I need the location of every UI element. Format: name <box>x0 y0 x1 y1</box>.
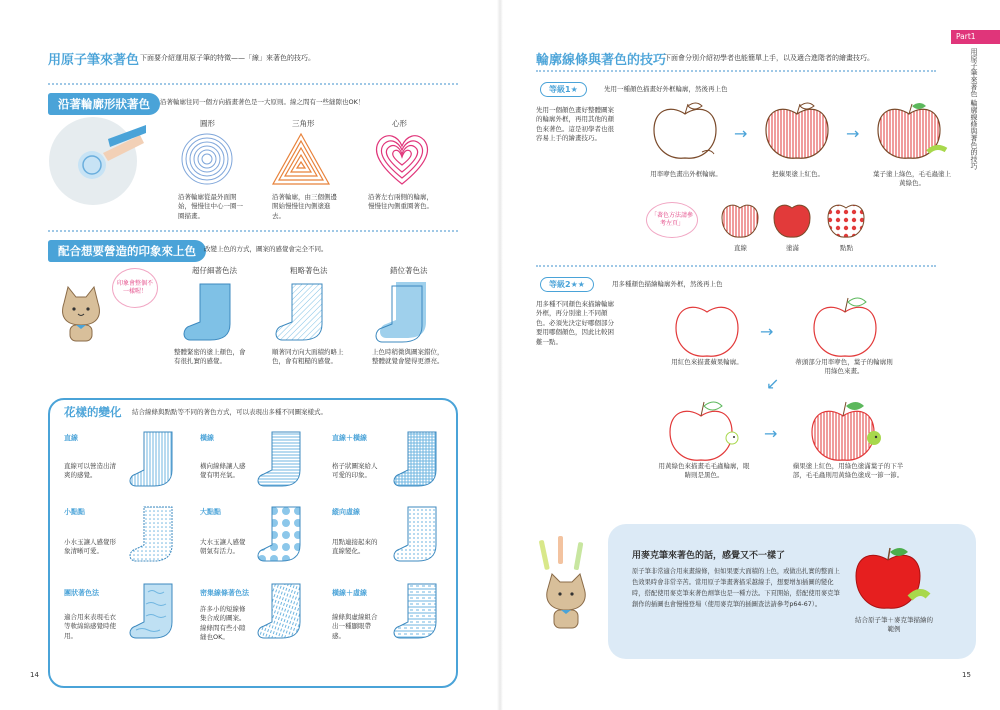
style-desc-offset: 上色時稍微與圖案錯位，整體就覺會變得更漂亮。 <box>372 348 444 366</box>
page-title: 輪廓線條與著色的技巧 <box>536 53 667 68</box>
section-desc: 沿著輪廓往同一個方向描畫著色是一大原則。線之間有一些縫隙也OK！ <box>160 98 365 106</box>
level2-label: 用多種顏色描繪輪廓外框，然後再上色 <box>612 280 723 288</box>
level2-caption-4: 蘋果塗上紅色，用綠色塗滿葉子的下半部，毛毛蟲則用黃綠色塗成一節一節。 <box>792 462 904 480</box>
style-label-offset: 錯位著色法 <box>390 266 428 275</box>
sock-vertical-lines <box>128 430 182 490</box>
level2-desc: 用多種不同顏色來描繪輪廓外框，再分別塗上不同顏色。必須先決定好哪個部分要用哪個顏色，因此比較困難一點。 <box>536 300 614 346</box>
style-desc-fine: 整體緊密的塗上顏色，會有很扎實的感覺。 <box>174 348 246 366</box>
shape-desc-circle: 沿著輪廓從最外面開始，慢慢往中心一圈一圈描畫。 <box>178 193 243 220</box>
tip-body: 原子筆非常適合用來畫線條，但如果要大面積的上色，或做出扎實的整面上色效果時會非常辛苦。當用原子筆畫著描采越線手，想要增加插圖的變化時，搭配使用麥克筆來著色劑筆也是一種方法。下頁開始，搭配使用麥克筆創作的插圖也會慢慢登場（使用麥克筆的插圖查法請參考p64-67）。 <box>632 568 840 609</box>
shape-desc-triangle: 沿著輪廓，由三個側邊開始慢慢往內側塗進去。 <box>272 193 337 220</box>
heart-drawing <box>372 132 432 186</box>
pattern-label-dense: 密集線條著色法 <box>200 589 249 597</box>
sock-horizontal-lines <box>256 430 310 490</box>
pattern-label-dashed: 縱向虛線 <box>332 508 360 516</box>
panel-desc: 結合線條與點點等不同的著色方式，可以表現出多種不同圖案樣式。 <box>132 408 327 416</box>
section-label-contour: 沿著輪廓形狀著色 <box>48 93 160 115</box>
level1-caption-1: 用率咿色畫出外框輪廓。 <box>650 170 722 178</box>
shape-desc-heart: 沿著左右兩側的輪廓，慢慢往內側重圈著色。 <box>368 193 433 211</box>
apple-outline <box>650 100 720 164</box>
pattern-label-big-dots: 大點點 <box>200 508 221 516</box>
circle-drawing <box>180 132 234 186</box>
tip-image-caption: 結合原子筆＋麥克筆描繪的範例 <box>855 616 933 634</box>
pattern-label-horizontal-dashed: 橫線＋虛線 <box>332 589 367 597</box>
level1-desc: 先用一個顏色畫好整體圖案的輪廓外框，再用其他的顏色來著色。這是初學者也很容易上手的繪畫技巧。 <box>536 106 614 143</box>
level1-badge: 等級1★ <box>540 82 587 97</box>
pattern-desc-vertical: 直線可以營造出清爽的感覺。 <box>64 462 116 480</box>
apple-variant-lines <box>720 200 760 240</box>
tip-title: 用麥克筆來著色的話，感覺又不一樣了 <box>632 551 786 561</box>
sock-clump <box>128 582 182 642</box>
pattern-desc-small-dots: 小水玉讓人感覺形象清晰可愛。 <box>64 538 116 556</box>
section-label-impression: 配合想要營造的印象來上色 <box>48 240 206 262</box>
page-number-right: 15 <box>962 671 971 679</box>
level2-caption-2: 蒂頭部分用率咿色，葉子的輪廓則用綠色來畫。 <box>795 358 893 376</box>
pattern-desc-dense: 許多小的短線條集合成的圖案。線條間有些小隙縫也OK。 <box>200 605 246 642</box>
level2-badge: 等級2★★ <box>540 277 594 292</box>
variant-label-lines: 直線 <box>734 244 747 252</box>
apple-marker-example <box>852 544 932 614</box>
sock-big-dots <box>256 505 310 565</box>
apple-red <box>762 100 832 164</box>
level1-caption-2: 把蘋果塗上紅色。 <box>772 170 824 178</box>
arrow-right: → <box>764 424 778 443</box>
sock-fine <box>180 280 244 344</box>
level2-caption-3: 用黃綠色來描畫毛毛蟲輪廓，眼睛則是黑色。 <box>658 462 750 480</box>
sock-dense-lines <box>256 582 310 642</box>
apple-caterpillar-finished <box>808 398 890 462</box>
divider <box>536 265 936 267</box>
level2-caption-1: 用紅色來描畫蘋果輪廓。 <box>671 358 743 366</box>
divider <box>48 83 458 85</box>
apple-stem-leaf <box>810 290 880 360</box>
apple-variant-dots <box>826 200 866 240</box>
level1-caption-3: 葉子塗上綠色，毛毛蟲塗上黃綠色。 <box>873 170 951 188</box>
style-label-fine: 超仔細著色法 <box>192 266 237 275</box>
apple-variant-fill <box>772 200 812 240</box>
shape-label-triangle: 三角形 <box>292 119 315 128</box>
cat-mascot <box>56 285 106 345</box>
sock-rough <box>272 280 336 344</box>
speech-bubble: 印象會整個不一樣喔！ <box>112 268 158 308</box>
sock-dashed <box>392 505 446 565</box>
section-desc: 改變上色的方式，圖案的感覺會完全不同。 <box>204 245 328 253</box>
sock-offset <box>372 280 436 344</box>
hand-drawing-photo <box>48 115 148 207</box>
page-intro: 下面要介紹運用原子筆的特徵——「線」來著色的技巧。 <box>140 54 315 62</box>
right-page <box>500 0 1000 710</box>
variant-label-fill: 塗滿 <box>786 244 799 252</box>
pattern-desc-horizontal: 橫向線條讓人感覺有明亮氣。 <box>200 462 246 480</box>
style-label-rough: 粗略著色法 <box>290 266 328 275</box>
reference-bubble: 「著色方法請參考左頁」 <box>646 202 698 238</box>
apple-caterpillar-outline <box>666 398 746 462</box>
sock-horizontal-dashed <box>392 582 446 642</box>
shape-label-circle: 圓形 <box>200 119 215 128</box>
page-title: 用原子筆來著色 <box>48 53 140 68</box>
pattern-desc-big-dots: 大水玉讓人感覺朝氣有活力。 <box>200 538 246 556</box>
side-running-text: 用原子筆來著色 輪廓線條與著色的技巧 <box>970 48 978 170</box>
arrow-right: → <box>734 124 748 143</box>
apple-red-outline <box>672 300 742 360</box>
divider <box>536 70 936 72</box>
pattern-label-small-dots: 小點點 <box>64 508 85 516</box>
pattern-desc-clump: 適合用來表現毛衣等軟綿綿感覺時使用。 <box>64 613 116 640</box>
pattern-label-clump: 團狀著色法 <box>64 589 99 597</box>
pattern-desc-dashed: 用點連接起來的直線變化。 <box>332 538 378 556</box>
triangle-drawing <box>271 132 331 186</box>
page-number-left: 14 <box>30 671 39 679</box>
panel-title: 花樣的變化 <box>60 404 126 420</box>
level1-label: 先用一種顏色描畫好外框輪廓，然後再上色 <box>604 85 728 93</box>
apple-finished <box>874 100 950 164</box>
variant-label-dots: 點點 <box>840 244 853 252</box>
page-intro: 下面會分別介紹初學者也能簡單上手，以及適合進階者的繪畫技巧。 <box>664 54 874 62</box>
pattern-label-vertical: 直線 <box>64 434 78 442</box>
pattern-label-grid: 直線＋橫線 <box>332 434 367 442</box>
arrow-right: → <box>760 322 774 341</box>
sock-small-dots <box>128 505 182 565</box>
arrow-down-left: ↙ <box>766 374 780 393</box>
style-desc-rough: 順著同方向大面積約略上色，會有粗糙的感覺。 <box>272 348 344 366</box>
shape-label-heart: 心形 <box>392 119 407 128</box>
arrow-right: → <box>846 124 860 143</box>
pattern-desc-horizontal-dashed: 線條與虛線組合出一種顯眼帶感。 <box>332 613 378 640</box>
pattern-desc-grid: 格子狀圖案給人可愛的印象。 <box>332 462 378 480</box>
pattern-label-horizontal: 橫線 <box>200 434 214 442</box>
part-tab: Part1 <box>951 30 1000 44</box>
cat-with-markers <box>536 536 600 632</box>
divider <box>48 230 458 232</box>
sock-grid <box>392 430 446 490</box>
